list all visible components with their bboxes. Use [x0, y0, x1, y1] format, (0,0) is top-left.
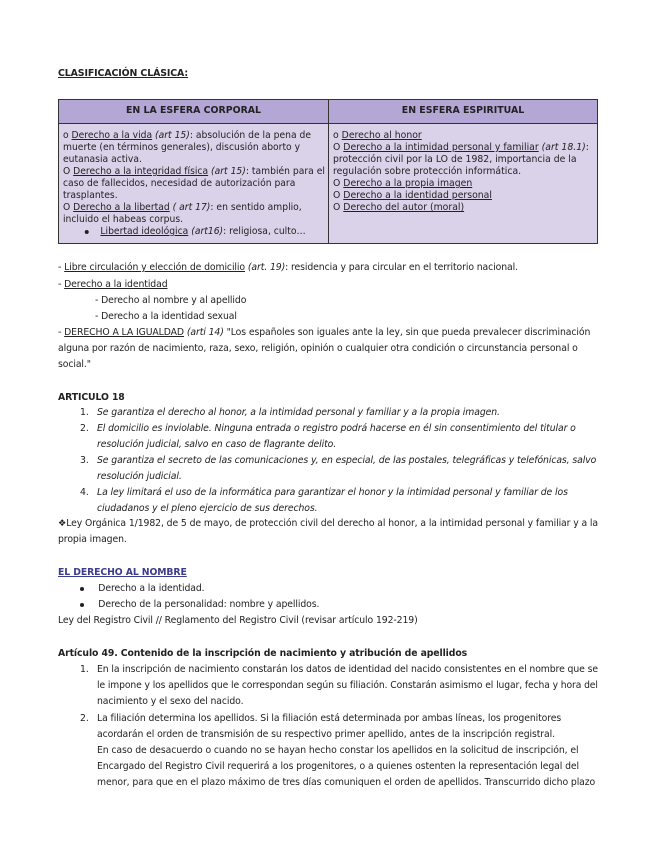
article-item-text: Se garantiza el secreto de las comunicaciones y, en especial, de las postales, telegráficas y telefónicas, salvo [97, 455, 597, 466]
list-marker: O [333, 202, 344, 213]
table-header-corporal: EN LA ESFERA CORPORAL [125, 105, 262, 116]
right-link[interactable]: Derecho a la vida [71, 130, 153, 141]
article-item-text: nacimiento y el sexo del nacido. [97, 696, 244, 707]
cell-text: regulación sobre protección informática. [333, 166, 522, 177]
cell-text: trasplantes. [63, 190, 118, 201]
cell-line [63, 226, 325, 238]
list-marker: O [333, 190, 344, 201]
paragraph-line: social." [58, 359, 91, 370]
item-text: : residencia y para circular en el territorio nacional. [285, 262, 518, 273]
list-marker: O [333, 142, 344, 153]
cell-text: : [585, 142, 589, 153]
right-link[interactable]: Derecho a la integridad física [73, 166, 209, 177]
cell-text: : en sentido amplio, [210, 202, 302, 213]
bullet-icon [80, 587, 84, 591]
article-ref: (art 18.1) [541, 142, 586, 153]
article-ref: (art 15) [211, 166, 246, 177]
article-item-text: ciudadanos y el pleno ejercicio de sus derechos. [97, 503, 318, 514]
list-item-circulacion [58, 262, 518, 274]
article-item-num: 2. [80, 423, 89, 434]
bullet-icon [85, 230, 89, 234]
list-marker: - [58, 327, 65, 338]
right-link[interactable]: Derecho al honor [341, 130, 422, 141]
heading-articulo-18: ARTICULO 18 [58, 392, 125, 403]
cell-text: protección civil por la LO de 1982, importancia de la [333, 154, 577, 165]
article-item-text: le impone y los apellidos que le correspondan según su filiación. Constarán asimismo el lugar, fecha y hora del [97, 680, 598, 691]
right-link[interactable]: Derecho a la propia imagen [343, 178, 473, 189]
table-cell-espiritual [333, 130, 589, 214]
cell-text: : religiosa, culto… [223, 226, 306, 237]
section-title-clasificacion: CLASIFICACIÓN CLÁSICA: [58, 68, 189, 79]
right-link[interactable]: Derecho a la identidad [64, 279, 168, 290]
cell-line [333, 190, 589, 202]
cell-line [63, 130, 325, 142]
list-item-igualdad [58, 327, 590, 339]
article-item-text: La filiación determina los apellidos. Si la filiación está determinada por ambas líneas, los progenitores [97, 713, 562, 724]
article-item-num: 3. [80, 455, 89, 466]
right-link[interactable]: Derecho del autor (moral) [343, 202, 465, 213]
list-marker: - [58, 279, 65, 290]
list-marker: O [63, 166, 74, 177]
bullet-text: Derecho de la personalidad: nombre y apellidos. [98, 599, 320, 610]
article-item-num: 1. [80, 407, 89, 418]
sub-item-identidad-sexual: - Derecho a la identidad sexual [95, 311, 237, 322]
sub-item-nombre: - Derecho al nombre y al apellido [95, 295, 247, 306]
article-ref: (art16) [191, 226, 224, 237]
article-item-text: resolución judicial. [97, 471, 182, 482]
table-header-espiritual: EN ESFERA ESPIRITUAL [401, 105, 525, 116]
article-ref: (arti 14) [186, 327, 224, 338]
article-item-text: menor, para que en el plazo máximo de tres días comuniquen el orden de apellidos. Transcurrido dicho plazo [97, 777, 596, 788]
list-marker: O [63, 202, 74, 213]
article-item-text: En caso de desacuerdo o cuando no se hayan hecho constar los apellidos en la solicitud de inscripción, el [97, 745, 579, 756]
article-item-text: Se garantiza el derecho al honor, a la intimidad personal y familiar y a la propia imagen. [97, 407, 500, 418]
cell-text: eutanasia activa. [63, 154, 142, 165]
right-link[interactable]: Derecho a la identidad personal [343, 190, 492, 201]
heading-articulo-49: Artículo 49. Contenido de la inscripción de nacimiento y atribución de apellidos [58, 648, 468, 659]
cell-line [333, 130, 589, 142]
note-line: ❖Ley Orgánica 1/1982, de 5 de mayo, de protección civil del derecho al honor, a la intimidad personal y familiar y a la [58, 518, 598, 529]
right-link[interactable]: Derecho a la intimidad personal y familiar [343, 142, 539, 153]
cell-text: caso de fallecidos, necesidad de autorización para [63, 178, 296, 189]
cell-text: : absolución de la pena de [189, 130, 312, 141]
article-item-text: resolución judicial, salvo en caso de flagrante delito. [97, 439, 337, 450]
cell-line [333, 178, 589, 190]
right-link[interactable]: Derecho a la libertad [73, 202, 170, 213]
ley-registro-line: Ley del Registro Civil // Reglamento del Registro Civil (revisar artículo 192-219) [58, 615, 418, 626]
cell-text: muerte (en términos generales), discusión aborto y [63, 142, 301, 153]
article-item-num: 1. [80, 664, 89, 675]
cell-text: : también para el [245, 166, 325, 177]
article-ref: (art. 19) [247, 262, 286, 273]
cell-text: incluido el habeas corpus. [63, 214, 184, 225]
paragraph-line: alguna por razón de nacimiento, raza, sexo, religión, opinión o cualquier otra condición o circunstancia personal o [58, 343, 578, 354]
article-item-text: acordarán el orden de transmisión de su respectivo primer apellido, antes de la inscripción registral. [97, 729, 555, 740]
right-link[interactable]: Libertad ideológica [100, 226, 189, 237]
article-item-num: 4. [80, 487, 89, 498]
table-cell-corporal [63, 130, 328, 238]
article-ref: (art 15) [155, 130, 190, 141]
article-item-text: El domicilio es inviolable. Ninguna entrada o registro podrá hacerse en él sin consentimiento del titular o [97, 423, 576, 434]
cell-line [333, 202, 589, 214]
cell-line [63, 166, 325, 178]
list-marker: o [333, 130, 342, 141]
classification-table [58, 99, 598, 244]
bullet-icon [80, 603, 84, 607]
right-link[interactable]: Libre circulación y elección de domicilio [64, 262, 245, 273]
list-item-identidad [58, 279, 168, 291]
article-item-text: En la inscripción de nacimiento constarán los datos de identidad del nacido consistentes en el nombre que se [97, 664, 598, 675]
article-item-num: 2. [80, 713, 89, 724]
right-link[interactable]: DERECHO A LA IGUALDAD [64, 327, 184, 338]
item-text: "Los españoles son iguales ante la ley, sin que pueda prevalecer discriminación [226, 327, 591, 338]
heading-derecho-nombre[interactable]: EL DERECHO AL NOMBRE [58, 567, 187, 578]
article-item-text: La ley limitará el uso de la informática para garantizar el honor y la intimidad personal y familiar de los [97, 487, 568, 498]
note-line: propia imagen. [58, 534, 127, 545]
cell-line [63, 202, 325, 214]
bullet-item [80, 599, 319, 611]
article-ref: ( art 17) [172, 202, 211, 213]
list-marker: O [333, 178, 344, 189]
bullet-item [80, 583, 205, 595]
bullet-text: Derecho a la identidad. [98, 583, 205, 594]
list-marker: - [58, 262, 65, 273]
cell-line [333, 142, 589, 154]
article-item-text: Encargado del Registro Civil requerirá a los progenitores, o a quienes ostenten la representación legal del [97, 761, 579, 772]
list-marker: o [63, 130, 72, 141]
